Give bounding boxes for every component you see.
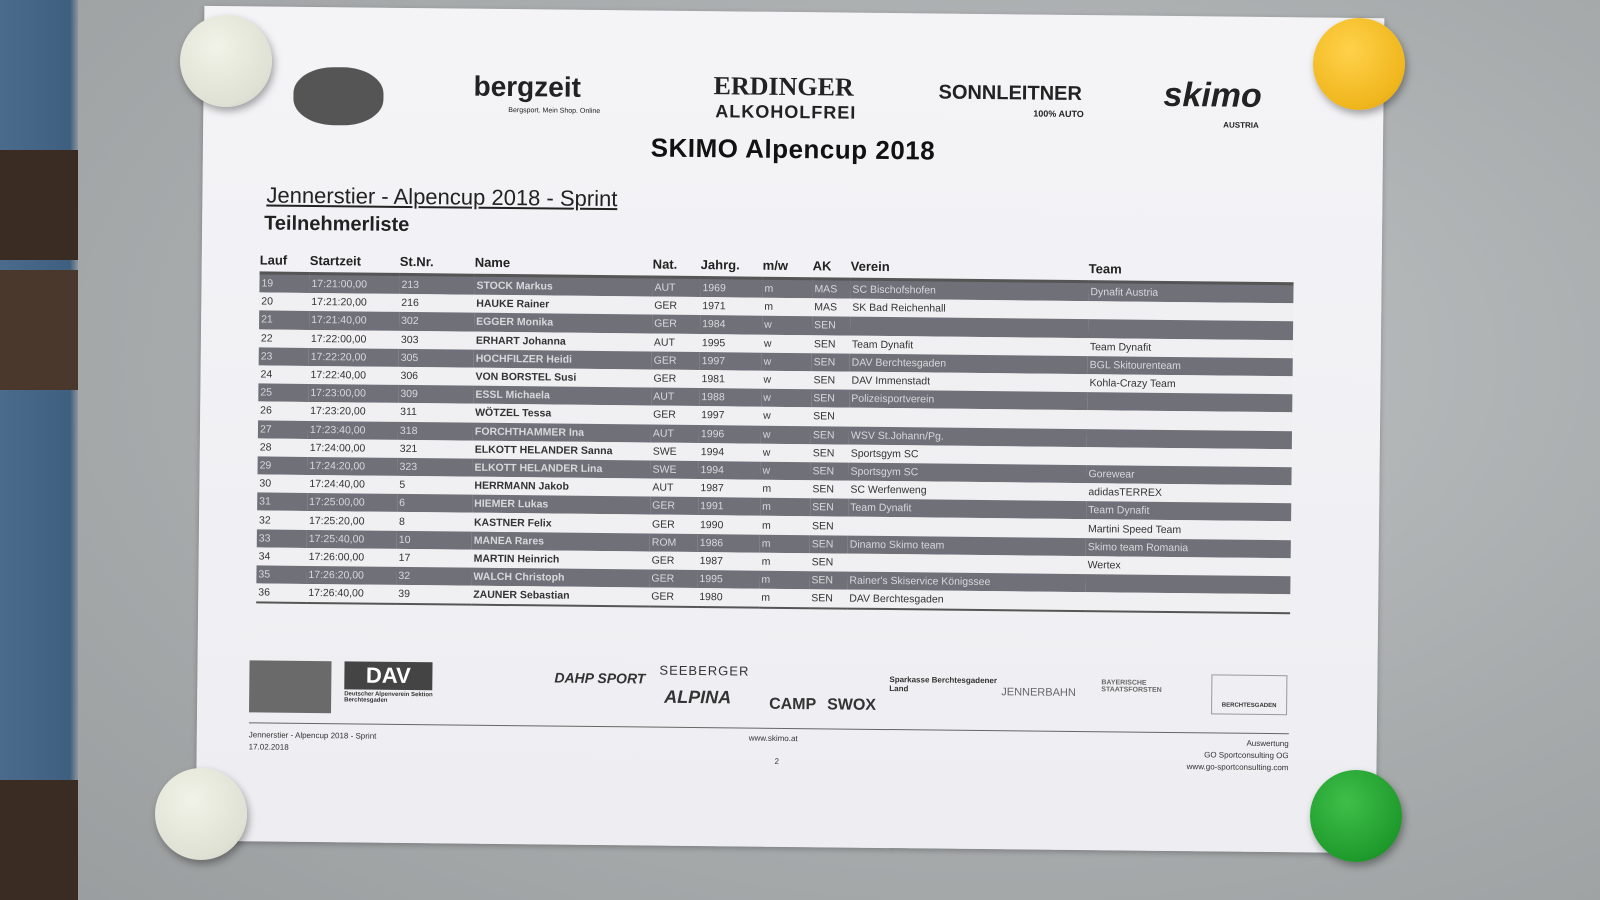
cell-nat: GER [650,497,698,516]
cell-name: HOCHFILZER Heidi [474,349,652,369]
cell-verein: Team Dynafit [848,499,1086,520]
cell-team [1087,410,1292,430]
camp-logo: CAMP [769,695,817,714]
cell-team: Team Dynafit [1088,338,1293,358]
cell-ak: SEN [810,553,848,572]
staatsforsten-logo: BAYERISCHE STAATSFORSTEN [1101,679,1162,694]
cell-nat: GER [650,515,698,534]
sparkasse-logo: Sparkasse Berchtesgadener Land [889,675,998,694]
cell-lauf: 19 [259,273,309,293]
cell-lauf: 26 [258,402,308,421]
cell-team [1088,319,1293,339]
cell-lauf: 34 [257,547,307,566]
col-verein: Verein [851,257,1089,282]
cell-mw: m [762,298,812,317]
cell-startzeit: 17:24:20,00 [307,457,397,476]
cell-verein: Sportsgym SC [848,462,1086,483]
cell-stnr: 17 [397,549,472,568]
erdinger-subtitle: ALKOHOLFREI [715,101,857,123]
cell-ak: SEN [810,498,848,517]
cell-lauf: 29 [257,456,307,475]
cell-nat: AUT [652,277,700,297]
cell-startzeit: 17:21:20,00 [309,293,399,312]
paper-sheet [196,6,1385,853]
cell-ak: SEN [810,517,848,536]
cell-nat: GER [649,588,697,608]
cell-startzeit: 17:24:00,00 [308,439,398,458]
cell-lauf: 28 [258,438,308,457]
cell-lauf: 31 [257,493,307,512]
cell-lauf: 25 [258,384,308,403]
cell-jahrg: 1995 [700,334,762,353]
footer-event: Jennerstier - Alpencup 2018 - Sprint [248,730,377,741]
cell-name: KASTNER Felix [472,513,650,533]
cell-team [1087,429,1292,449]
cell-startzeit: 17:26:20,00 [306,566,396,585]
footer-website: www.skimo.at [748,733,798,744]
cell-mw: m [760,516,810,535]
cell-stnr: 318 [398,421,473,440]
cell-team [1087,392,1292,412]
cell-lauf: 36 [256,584,306,604]
cell-team: Skimo team Romania [1086,538,1291,558]
cell-startzeit: 17:25:20,00 [307,511,397,530]
cell-ak: SEN [811,426,849,445]
cell-name: ELKOTT HELANDER Sanna [473,440,651,460]
participant-table [256,250,1294,614]
cell-name: HERRMANN Jakob [472,477,650,497]
cell-jahrg: 1987 [698,479,760,498]
cell-team [1087,447,1292,467]
cell-team [1085,592,1290,613]
cell-startzeit: 17:26:40,00 [306,584,396,604]
cell-name: WÖTZEL Tessa [473,404,651,424]
cell-startzeit: 17:25:00,00 [307,493,397,512]
cell-nat: AUT [652,333,700,352]
dav-subtitle: Deutscher Alpenverein Sektion Berchtesgaden [344,691,433,704]
cell-stnr: 321 [398,440,473,459]
cell-lauf: 35 [256,565,306,584]
cell-name: MARTIN Heinrich [472,549,650,569]
jennerstier-logo [249,660,332,713]
footer-date: 17.02.2018 [248,742,289,752]
jennerbahn-logo: JENNERBAHN [1001,686,1076,700]
cell-verein: Rainer's Skiservice Königssee [847,572,1085,593]
cell-lauf: 21 [259,311,309,330]
cell-mw: w [762,334,812,353]
cell-mw: m [760,480,810,499]
cell-lauf: 33 [257,529,307,548]
cell-verein: SC Werfenweng [848,481,1086,502]
cell-stnr: 302 [399,312,474,331]
cell-lauf: 27 [258,420,308,439]
cell-startzeit: 17:23:40,00 [308,420,398,439]
cell-lauf: 24 [258,365,308,384]
cell-ak: SEN [812,335,850,354]
list-title: Teilnehmerliste [264,212,410,237]
cell-stnr: 32 [396,567,471,586]
cell-name: STOCK Markus [474,275,652,297]
cell-name: ELKOTT HELANDER Lina [472,459,650,479]
cell-jahrg: 1991 [698,497,760,516]
cell-nat: GER [651,369,699,388]
cell-nat: GER [650,551,698,570]
cell-team: Kohla-Crazy Team [1087,374,1292,394]
cell-stnr: 10 [397,531,472,550]
wood-plank [0,270,80,390]
cell-nat: SWE [650,460,698,479]
magnet-top-left [180,15,272,107]
col-team: Team [1089,259,1294,284]
col-stnr: St.Nr. [400,252,475,275]
cell-name: WALCH Christoph [471,568,649,588]
cell-team [1088,301,1293,321]
cell-ak: SEN [812,353,850,372]
footer-divider [249,722,1289,734]
cell-stnr: 306 [398,367,473,386]
cell-ak: SEN [809,589,847,609]
cell-verein: Dinamo Skimo team [848,535,1086,556]
dav-logo: DAV [344,661,432,690]
magnet-bottom-left [155,768,247,860]
cell-verein: SC Bischofshofen [850,279,1088,301]
cell-startzeit: 17:21:00,00 [309,273,399,294]
cell-startzeit: 17:22:40,00 [308,366,398,385]
cell-nat: AUT [650,479,698,498]
cell-nat: GER [651,406,699,425]
cell-verein: Sportsgym SC [849,444,1087,465]
cell-name: HIEMER Lukas [472,495,650,515]
cell-name: HAUKE Rainer [474,295,652,315]
sonnleitner-slogan: 100% AUTO [1033,108,1084,120]
page-title: SKIMO Alpencup 2018 [650,132,936,166]
cell-team: Martini Speed Team [1086,520,1291,540]
berchtesgaden-logo: BERCHTESGADEN [1211,674,1287,715]
cell-mw: m [759,589,809,609]
seeberger-logo: SEEBERGER [659,662,750,679]
cell-ak: SEN [811,444,849,463]
cell-jahrg: 1994 [698,461,760,480]
cell-mw: w [761,389,811,408]
cell-nat: GER [652,351,700,370]
cell-name: ZAUNER Sebastian [471,586,649,607]
cell-team [1085,574,1290,594]
wood-plank [0,150,80,260]
cell-startzeit: 17:22:20,00 [309,348,399,367]
cell-name: VON BORSTEL Susi [473,368,651,388]
cell-mw: w [761,425,811,444]
cell-ak: SEN [810,480,848,499]
cell-team: Dynafit Austria [1088,282,1293,304]
cell-mw: w [760,462,810,481]
cell-stnr: 303 [399,330,474,349]
cell-nat: GER [652,315,700,334]
skimo-subtitle: AUSTRIA [1223,120,1259,130]
col-mw: m/w [763,256,813,279]
cell-jahrg: 1995 [697,570,759,589]
cell-stnr: 305 [399,349,474,368]
cell-startzeit: 17:24:40,00 [307,475,397,494]
cell-name: ERHART Johanna [474,331,652,351]
cell-mw: w [761,443,811,462]
cell-mw: m [759,571,809,590]
cell-name: ESSL Michaela [473,386,651,406]
col-name: Name [475,253,653,277]
cell-mw: w [761,371,811,390]
cell-jahrg: 1996 [699,425,761,444]
wood-plank [0,780,80,900]
cell-lauf: 20 [259,293,309,312]
swox-logo: SWOX [827,696,877,714]
alpina-logo: ALPINA [664,686,732,708]
cell-nat: GER [649,570,697,589]
cell-ak: SEN [811,408,849,427]
footer-company: GO Sportconsulting OG [1204,750,1289,761]
cell-mw: m [762,278,812,298]
cell-name: EGGER Monika [474,313,652,333]
cell-jahrg: 1997 [699,406,761,425]
cell-jahrg: 1986 [698,534,760,553]
cell-mw: m [760,534,810,553]
cell-stnr: 39 [396,585,471,605]
cell-jahrg: 1981 [699,370,761,389]
cell-startzeit: 17:23:20,00 [308,402,398,421]
cell-mw: m [760,498,810,517]
race-title: Jennerstier - Alpencup 2018 - Sprint [266,182,618,212]
cell-mw: m [760,553,810,572]
cell-verein: Team Dynafit [850,335,1088,356]
col-ak: AK [813,256,851,279]
cell-nat: ROM [650,533,698,552]
erdinger-logo: ERDINGER [713,71,854,102]
cell-mw: w [761,407,811,426]
cell-verein: WSV St.Johann/Pg. [849,426,1087,447]
cell-jahrg: 1984 [700,315,762,334]
bergzeit-logo: bergzeit [473,70,582,103]
cell-ak: SEN [810,535,848,554]
col-nat: Nat. [653,255,701,278]
cell-jahrg: 1987 [698,552,760,571]
cell-lauf: 32 [257,511,307,530]
sonnleitner-logo: SONNLEITNER [938,81,1082,106]
skimo-logo: skimo [1163,75,1262,115]
cell-mw: w [762,352,812,371]
cell-ak: MAS [812,279,850,299]
cell-stnr: 311 [398,403,473,422]
cell-lauf: 23 [259,347,309,366]
footer-evaluation-label: Auswertung [1246,738,1289,749]
magnet-top-right [1313,18,1405,110]
cell-startzeit: 17:26:00,00 [307,548,397,567]
cell-stnr: 6 [397,494,472,513]
cell-verein: DAV Immenstadt [849,372,1087,393]
alpencup-emblem [293,67,384,126]
cell-startzeit: 17:25:40,00 [307,530,397,549]
cell-team: Team Dynafit [1086,501,1291,521]
cell-stnr: 309 [398,385,473,404]
cell-stnr: 8 [397,512,472,531]
cell-ak: SEN [809,571,847,590]
cell-jahrg: 1988 [699,388,761,407]
cell-jahrg: 1990 [698,515,760,534]
cell-startzeit: 17:23:00,00 [308,384,398,403]
cell-jahrg: 1994 [699,443,761,462]
cell-ak: SEN [810,462,848,481]
cell-startzeit: 17:21:40,00 [309,311,399,330]
cell-verein: DAV Berchtesgaden [850,353,1088,374]
cell-lauf: 30 [257,474,307,493]
cell-nat: GER [652,297,700,316]
col-startzeit: Startzeit [310,251,400,274]
cell-verein: Polizeisportverein [849,390,1087,411]
cell-ak: SEN [811,389,849,408]
cell-stnr: 213 [399,274,474,294]
cell-jahrg: 1971 [700,297,762,316]
cell-team: Gorewear [1086,465,1291,485]
cell-mw: w [762,316,812,335]
cell-name: FORCHTHAMMER Ina [473,422,651,442]
cell-nat: SWE [651,442,699,461]
cell-verein: DAV Berchtesgaden [847,590,1085,612]
cell-nat: AUT [651,388,699,407]
cell-nat: AUT [651,424,699,443]
sponsor-logos-bottom [249,654,1290,725]
magnet-bottom-right [1310,770,1402,862]
cell-team: BGL Skitourenteam [1088,356,1293,376]
cell-team: adidasTERREX [1086,483,1291,503]
cell-ak: SEN [811,371,849,390]
dahp-sport-logo: DAHP SPORT [554,669,646,687]
col-jahrg: Jahrg. [701,255,763,278]
cell-jahrg: 1969 [700,278,762,298]
cell-ak: SEN [812,317,850,336]
cell-stnr: 216 [399,294,474,313]
cell-team: Wertex [1086,556,1291,576]
cell-jahrg: 1980 [697,588,759,608]
cell-lauf: 22 [259,329,309,348]
cell-verein: SK Bad Reichenhall [850,299,1088,320]
cell-stnr: 5 [397,476,472,495]
footer-page-number: 2 [774,756,780,766]
col-lauf: Lauf [260,250,310,273]
bergzeit-slogan: Bergsport. Mein Shop. Online [508,107,601,115]
footer-company-url: www.go-sportconsulting.com [1186,762,1289,773]
cell-jahrg: 1997 [700,352,762,371]
cell-name: MANEA Rares [472,531,650,551]
cell-ak: MAS [812,298,850,317]
cell-startzeit: 17:22:00,00 [309,330,399,349]
cell-stnr: 323 [397,458,472,477]
